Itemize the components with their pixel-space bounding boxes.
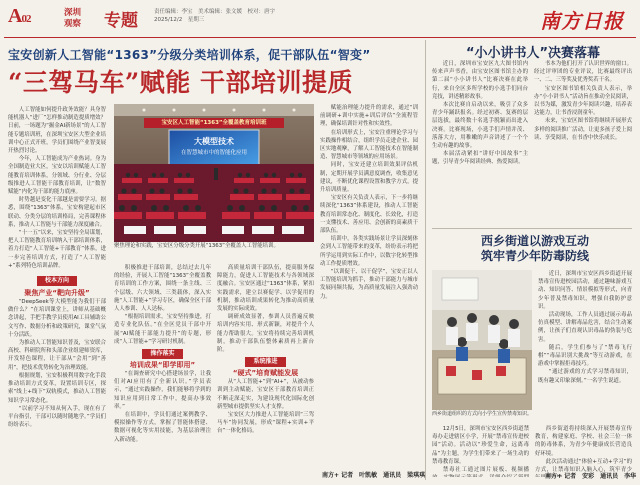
paragraph: 近日，深圳市宝安区九大图书馆内传来声声书香，由宝安区图书馆主办的第二届“小小讲书人”比赛决赛在此举行，来自全区多所学校的小选手们同台竞技，讲述精彩故事。 xyxy=(432,61,528,100)
paragraph: “以训促干、以干促学”，宝安正以人工智能培训为抓手，推动干部能力与城市发展同频共振，为高质量发展注入强劲动力。 xyxy=(320,269,418,300)
side-story-byline: 南方+ 记者 安彩 通讯员 李华 xyxy=(545,473,637,480)
photo-screen-title: 大模型技术 xyxy=(194,137,234,146)
side-story-headline-1: “小小讲书人”决赛落幕 xyxy=(465,46,601,61)
paragraph: 宝安区有关负责人表示，下一步将继续深化“1363”体系建设，推动人工智能教育培训常态化、制度化、长效化，打造一支懂技术、善应用、会创新的高素质干部队伍。 xyxy=(320,195,418,235)
side-story-2-column-d xyxy=(432,425,529,477)
paragraph: “通过游戏的方式学习禁毒知识，既有趣又印象深刻。”一名学生说道。 xyxy=(538,369,632,384)
paragraph: “以前学习不知从何入手，现在有了平台指引，干部可以随时随地学。”学员们纷纷表示。 xyxy=(8,405,106,429)
story-column-1 xyxy=(8,106,106,478)
photo-caption: 西乡街道组织的方式向小学生宣传禁毒知识。 xyxy=(432,411,533,417)
paragraph: 西乡街道将持续深入开展禁毒宣传教育，构建家庭、学校、社会三位一体的防毒体系，为青少年健康成长营造良好环境。 xyxy=(535,426,632,457)
photo-caption: 聚焦理论和实践，宝安区分级分类开展“1363”全覆盖人工智能培训。 xyxy=(114,243,279,249)
subhead-badge: 校本方向 xyxy=(37,276,77,286)
paragraph: “根据培训需求，宝安坚持推进，打造专业化队伍。”在全区党员干部中开展“AI赋能干部能力提升”的专题，形成“人工智能+”学习研讨机制。 xyxy=(114,314,211,345)
side-story-headline-2: 西乡街道以游戏互动 筑牢青少年防毒防线 xyxy=(480,234,589,263)
paragraph: 积极推进干部培训，总结过去几年的经验，开展人工智能“1363”全覆盖教育培训的工作方案，围绕一条主线、三个层级、六大领域、三类载体，深入实施“人工智能+”学习专区，确保全区干部人人参训、人人达标。 xyxy=(114,265,211,313)
paragraph: 在培训形式上，宝安注重理论学习与实践操作相结合，组织学员走进企业、园区实地观摩，了解人工智能技术在智能制造、智慧城市等领域的应用场景。 xyxy=(320,129,418,161)
paragraph: 今年，人工智能成为产业热词。身为全国制造业大区，宝安以培训赋能人工智能教育培训体系，分领域、分行业、分层级推进人工智能干部教育培训，让“数智赋能”内化为干部的能力底座。 xyxy=(8,156,106,196)
paragraph: 高质量培训干部队伍，提高服务保障能力，促进人工智能技术与各领域深度融合。宝安区通过“1363”体系，紧扣实践需求，建立以赛促学、以学促用的机制，推动培训成果转化为推动高质量发展的实际成效。 xyxy=(217,265,314,313)
paragraph: 从“人工智能+”到“AI+”，从被动参训到主动赋能，宝安区干部教育培训正不断走深走实，为建设现代化国际化创新型城市提供坚实人才支撑。 xyxy=(217,379,314,410)
side-story-2-column-c xyxy=(538,270,632,420)
paragraph: “在调查研究中心搭建场景学，让我们对AI应用有了全新认识。”学员表示，“通过实践操作，我们能够将学到的知识应用到日常工作中，提高办事效率。” xyxy=(114,371,211,410)
paragraph: 此次活动通过“体验+互动+学习”的方式，让禁毒知识入脑入心，筑牢青少 xyxy=(535,458,632,474)
side-story-1-column-a xyxy=(432,60,528,224)
subhead: 培训成果“即学即用” xyxy=(129,361,196,370)
paragraph: 根据规划，宝安积极利用数字化手段推动培训方式变革，设置培训专区，探索“线上+线下”双轨模式，推动人工智能知识学习常态化。 xyxy=(8,372,106,404)
section-label: 深圳 观察 xyxy=(64,8,82,29)
photo-banner-text: 宝安区人工智能“1363”全覆盖教育培训班 xyxy=(161,120,267,126)
subhead-badge: 操作落实 xyxy=(142,349,182,359)
paragraph: 禁毒社工通过图片展板、视频播 xyxy=(442,467,529,474)
photo-screen-subtitle: 在智慧城市中的智能化应用 xyxy=(180,150,247,156)
page-meta: 责任编辑：李宝 美术编辑：张文媛 校对：唐宇 2025/12/2 星期三 xyxy=(154,9,276,23)
story-column-3 xyxy=(217,264,314,464)
topic-label: 专题 xyxy=(104,11,138,31)
paragraph: 为推动人工智能知识普及，宝安联合高校、科研院所和头部企业组建师资库，开发特色课程，让干部从“会用”到“善用”，把技术优势转化为治理效能。 xyxy=(8,340,106,371)
story-kicker: 宝安创新人工智能“1363”分级分类培训体系，促干部队伍“智变” xyxy=(8,48,371,62)
paragraph: 赋能治理能力提升的需求，通过“训前调研+训中实施+训后评估”全流程管理，确保培训针对性和实效性。 xyxy=(320,105,418,128)
paragraph: 未来，宝安区图书馆将继续开展形式多样的阅读推广活动，让更多孩子爱上阅读、享受阅读，在书香中快乐成长。 xyxy=(534,118,632,141)
paragraph: 人工智能如何提升政务效能？具身智能机器人“进厂”怎样推动制造提质增效？日前，一场题为“掘金AI新场景”的人工智能专题培训班，在深圳宝安区大型企业培训中心正式开班，学员们围绕产业智变展开热烈讨论。 xyxy=(8,107,106,155)
subhead: “硬式”培育赋能发展 xyxy=(232,369,299,378)
column-divider xyxy=(425,40,426,480)
paragraph: 培训中，各类实践场景让学员深刻体会到人工智能带来的变革，纷纷表示将把所学运用到实际工作中，以数字化转型推动工作提质增效。 xyxy=(320,236,418,267)
subhead: 聚焦产业“靶向升级” xyxy=(24,289,90,298)
side-story-1-column-b xyxy=(534,60,632,224)
side-story-2-column-e xyxy=(535,425,632,477)
paragraph: 调研成效显著，参训人员普遍反映培训内容实用、形式新颖，对提升个人能力帮助很大。宝安将持续完善培训机制，推动干部队伍整体素质再上新台阶。 xyxy=(217,314,314,354)
paragraph: 在培训中，学员们通过案例教学、模拟操作等方式，掌握了智能体搭建、数据可视化等实用技能，为基层治理注入新动能。 xyxy=(114,412,211,443)
paragraph: 本届活动紧扣“讲好中国故事”主题，引导青少年阅读经典、热爱阅读。 xyxy=(432,151,528,166)
newspaper-logo: 南方日报 xyxy=(540,9,624,33)
paragraph: 书本为他们打开了认识世界的窗口。经过评审团的专业评议，比赛最终评出一、二、三等奖及优秀奖若干名。 xyxy=(534,61,632,84)
paragraph: 时势越是变化干部越是需要学习。据悉，围绕“1363”体系，宝安构建起市区联动、分类分层的培训格局，完善课程体系，推动人工智能与干部能力深度融合。 xyxy=(8,197,106,228)
paragraph: “DeepSeek等大模型能为我们干部做什么？”在培训课堂上，讲师从基础概念讲起，手把手教学员使用AI工具辅助公文写作、数据分析和政策研究，课堂气氛十分活跃。 xyxy=(8,299,106,338)
paragraph: 本次比赛自启动以来，吸引了众多青少年踊跃报名。经过初赛、复赛的层层选拔，最终数十名选手脱颖而出进入决赛。比赛现场，小选手们声情并茂、落落大方，用稚嫩的声音讲述了一个个生动有趣的故事。 xyxy=(432,102,528,150)
paragraph: 活动现场，工作人员通过展示毒品仿真模型、讲解毒品危害，结合生动案例，让孩子们直观认识毒品的伪装与危害。 xyxy=(538,312,632,343)
paragraph: 近日，深圳市宝安区西乡街道开展禁毒宣传进校园活动，通过趣味游戏互动、知识问答、情景模拟等形式，向青少年普及禁毒知识，增强自我防护意识。 xyxy=(538,271,632,310)
anti-drug-activity-photo xyxy=(432,270,532,410)
paragraph: 宝安区图书馆相关负责人表示，举办“小小讲书人”活动旨在推动全民阅读，以书为媒，激发青少年阅读兴趣，培养表达能力，让书香浸润童年。 xyxy=(534,85,632,117)
paragraph: 12月5日，深圳市宝安区西乡街道禁毒办走进辖区小学，开展“禁毒宣传进校园”活动。活动以“珍爱生命，远离毒品”为主题，为学生们带来了一场生动的禁毒教育课。 xyxy=(432,426,529,465)
classroom-illustration xyxy=(432,270,532,410)
paragraph: “十一五”以来，宝安坚持全局谋划，把人工智能教育培训纳入干部培训体系，着力打造“人工智能+干部教育”体系，进一步完善培训方式，打造了“人工智能+”系列特色培训品牌。 xyxy=(8,230,106,269)
story-column-4 xyxy=(320,104,418,472)
story-column-2 xyxy=(114,264,211,464)
paragraph: 宝安区大力推进人工智能培训“三驾马车”协同发展，形成“课程+实训+平台”一体化格局。 xyxy=(217,412,314,435)
paragraph: 随后，学生们参与了“禁毒飞行棋”“毒品识别大挑战”等互动游戏，在游戏中掌握拒毒技巧。 xyxy=(538,344,632,368)
page-number: A02 xyxy=(8,5,31,27)
section-divider xyxy=(432,228,632,229)
page-header xyxy=(4,3,636,38)
story-byline: 南方+ 记者 叶凯敏 通讯员 梁琪琪 xyxy=(322,472,426,479)
paragraph: 同时，宝安还建立培训效果评估机制，定期开展学员满意度调查，收集意见建议，不断优化课程设置和教学方式，提升培训质量。 xyxy=(320,162,418,194)
story-headline: “三驾马车”赋能 干部培训提质 xyxy=(8,68,353,97)
training-photo xyxy=(114,104,314,242)
subhead-badge: 系统推进 xyxy=(245,357,285,367)
